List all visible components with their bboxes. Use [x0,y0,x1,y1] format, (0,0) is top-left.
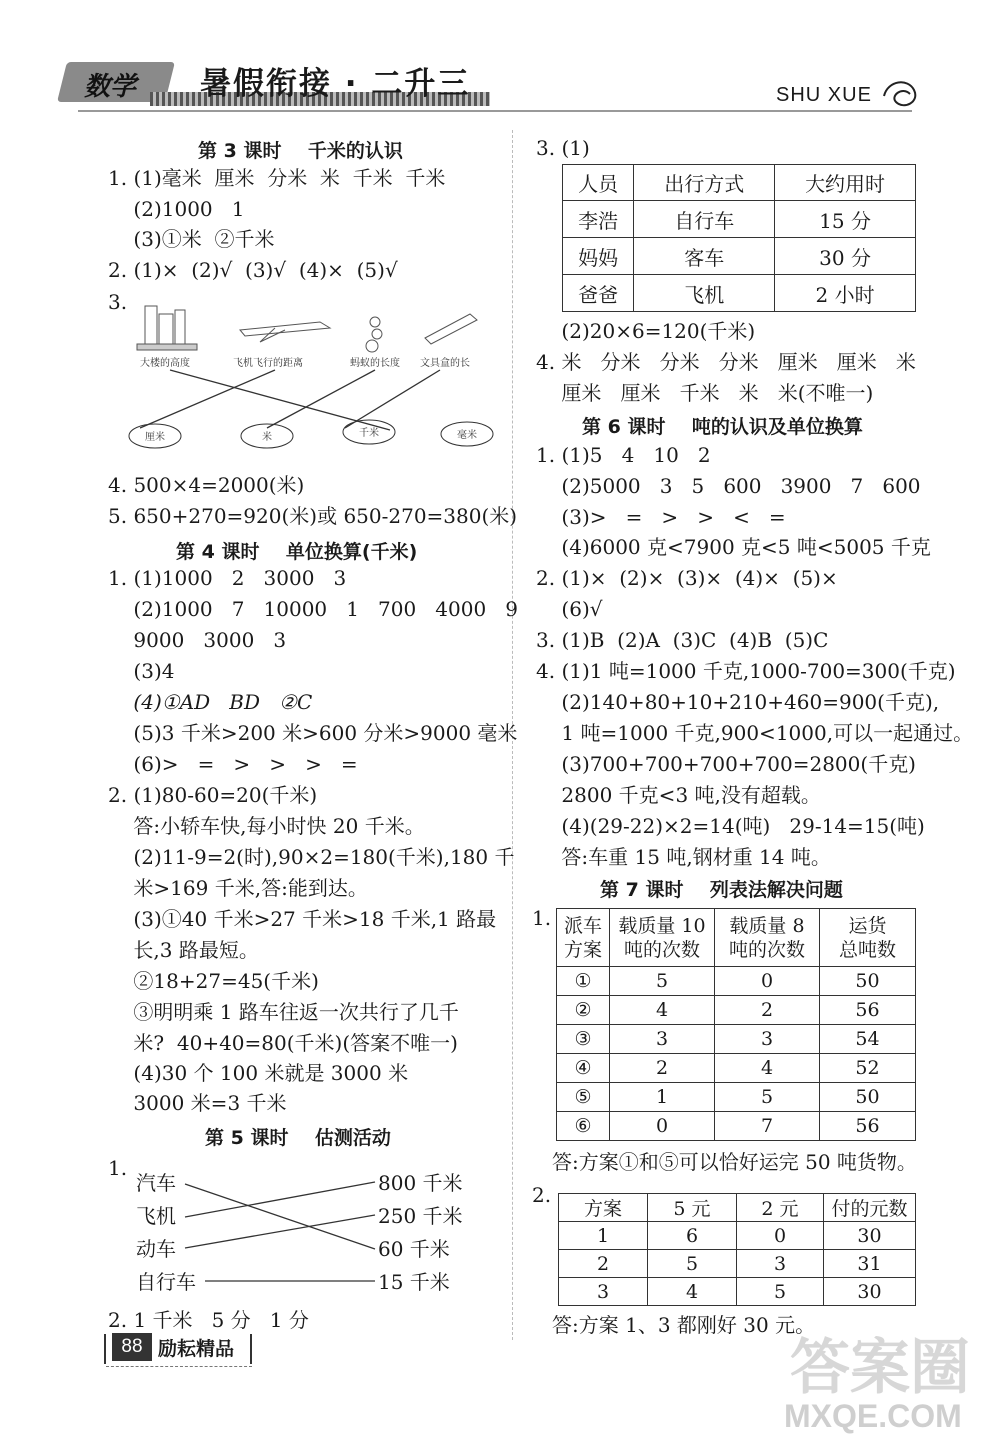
table-cell: 0 [610,1112,715,1141]
answer-line: (2)5000 3 5 600 3900 7 600 [536,474,921,498]
table-cell: 飞机 [634,275,775,312]
table-cell: 56 [820,1112,916,1141]
swirl-icon [880,76,924,110]
lesson-5-title: 第 5 课时 估测活动 [205,1127,391,1149]
table-cell: 4 [715,1054,820,1083]
table-header-cell: 派车 方案 [557,909,610,967]
answer-line: 答:小轿车快,每小时快 20 千米。 [108,814,425,838]
truck-plan-table [556,908,916,1141]
table-cell: 李浩 [563,201,634,238]
answer-line: (6)> = > > > = [108,752,358,776]
answer-line: (4)6000 克<7900 克<5 吨<5005 千克 [536,535,931,559]
answer-line: 1. (1)毫米 厘米 分米 米 千米 千米 [108,166,446,190]
table-cell: ③ [557,1025,610,1054]
table-cell: 2 [610,1054,715,1083]
picture-label: 大楼的高度 [140,358,190,369]
table-header-cell: 大约用时 [775,165,916,201]
page-title: 暑假衔接 · 二升三 [200,66,471,102]
footer-rule [106,1366,252,1367]
table-cell: 爸爸 [563,275,634,312]
header-rule [78,110,912,112]
answer-line: 米>169 千米,答:能到达。 [108,876,368,900]
subject-english: SHU XUE [776,84,872,106]
table-header-cell: 出行方式 [634,165,775,201]
watermark-url: MXQE.COM [784,1398,962,1434]
table-cell: 妈妈 [563,238,634,275]
answer-line: (4)(29-22)×2=14(吨) 29-14=15(吨) [536,814,925,838]
match-line [185,1182,375,1217]
answer-line: 米? 40+40=80(千米)(答案不唯一) [108,1031,458,1055]
table-cell: 0 [737,1222,824,1250]
footer-bar [250,1334,252,1364]
unit-label: 米 [262,432,272,443]
table-cell: 0 [715,967,820,996]
table-cell: 3 [610,1025,715,1054]
answer-line: 答:方案 1、3 都刚好 30 元。 [552,1313,816,1337]
table-cell: 5 [610,967,715,996]
answer-line: (2)1000 1 [108,197,245,221]
table-cell: 52 [820,1054,916,1083]
unit-label: 厘米 [145,432,165,443]
table-cell: 5 [648,1250,737,1278]
table-cell: 2 小时 [775,275,916,312]
answer-line: (2)1000 7 10000 1 700 4000 9 [108,597,518,621]
match-line [185,1184,375,1249]
answer-line: 2. (1)× (2)√ (3)√ (4)× (5)√ [108,258,398,282]
subject-label: 数学 [84,72,137,102]
answer-line: (2)11-9=2(时),90×2=180(千米),180 千 [108,845,515,869]
table-cell: 2 [715,996,820,1025]
ant-icon [366,317,382,352]
unit-label: 千米 [359,428,379,439]
table-cell: 7 [715,1112,820,1141]
picture-label: 蚂蚁的长度 [350,358,400,369]
answer-line: (3)①40 千米>27 千米>18 千米,1 路最 [108,907,497,931]
answer-line: (5)3 千米>200 米>600 分米>9000 毫米 [108,721,518,745]
distance-label: 800 千米 [378,1171,463,1195]
estimate-match-lines [180,1170,380,1290]
table-cell: 5 [737,1278,824,1306]
answer-line: (4)①AD BD ②C [108,690,313,714]
picture-label: 文具盒的长 [420,358,470,369]
answer-line: 2. (1)× (2)× (3)× (4)× (5)× [536,566,838,590]
answer-line: 4. (1)1 吨=1000 千克,1000-700=300(千克) [536,659,956,683]
answer-line: 1. (1)1000 2 3000 3 [108,566,347,590]
answer-line: 2. 1 千米 5 分 1 分 [108,1308,309,1332]
answer-line: 5. 650+270=920(米)或 650-270=380(米) [108,504,518,528]
question-number: 3. (1) [536,136,590,160]
answer-line: ③明明乘 1 路车往返一次共行了几千 [108,1000,459,1024]
answer-line: (3)> = > > < = [536,505,786,529]
table-cell: ④ [557,1054,610,1083]
unit-label: 毫米 [457,430,477,441]
answer-line: 3. [108,290,128,314]
answer-line: (2)140+80+10+210+460=900(千克), [536,690,940,714]
question-number: 1. [532,906,552,930]
table-header-cell: 载质量 10 吨的次数 [610,909,715,967]
table-cell: 自行车 [634,201,775,238]
answer-line: 答:车重 15 吨,钢材重 14 吨。 [536,845,831,869]
table-header-cell: 方案 [559,1194,648,1222]
vehicle-label: 自行车 [136,1270,196,1294]
answer-line: 长,3 路最短。 [108,938,259,962]
distance-label: 60 千米 [378,1237,450,1261]
table-cell: ⑥ [557,1112,610,1141]
watermark-logo: 答案圈 [790,1333,970,1403]
brand-label: 励耘精品 [158,1338,235,1360]
table-cell: 1 [610,1083,715,1112]
table-cell: 54 [820,1025,916,1054]
lesson-7-title: 第 7 课时 列表法解决问题 [600,879,843,901]
answer-line: 9000 3000 3 [108,628,287,652]
answer-line: 3. (1)B (2)A (3)C (4)B (5)C [536,628,829,652]
answer-line: 4. 米 分米 分米 分米 厘米 厘米 米 [536,350,916,374]
travel-table [562,164,916,312]
table-header-cell: 付的元数 [824,1194,916,1222]
lesson-3-title: 第 3 课时 千米的认识 [198,140,403,162]
table-cell: 3 [737,1250,824,1278]
page-number: 88 [112,1333,152,1361]
answer-line: (2)20×6=120(千米) [536,319,756,343]
match-line [185,1215,375,1248]
answer-line: 答:方案①和⑤可以恰好运完 50 吨货物。 [552,1150,917,1174]
answer-line: (4)30 个 100 米就是 3000 米 [108,1061,409,1085]
table-cell: 56 [820,996,916,1025]
pencil-case-icon [425,314,477,344]
vehicle-label: 飞机 [136,1204,176,1228]
table-cell: 6 [648,1222,737,1250]
lesson-6-title: 第 6 课时 吨的认识及单位换算 [582,416,863,438]
table-cell: 31 [824,1250,916,1278]
table-cell: 4 [610,996,715,1025]
table-cell: 2 [559,1250,648,1278]
footer-bar [104,1334,106,1364]
table-cell: 30 [824,1222,916,1250]
table-cell: 30 分 [775,238,916,275]
airplane-icon [240,322,330,342]
distance-label: 250 千米 [378,1204,463,1228]
table-header-cell: 2 元 [737,1194,824,1222]
question-number: 2. [532,1183,552,1207]
table-cell: 3 [559,1278,648,1306]
vehicle-label: 汽车 [136,1171,176,1195]
table-cell: 1 [559,1222,648,1250]
table-cell: 50 [820,1083,916,1112]
building-icon [137,306,197,350]
table-cell: 5 [715,1083,820,1112]
distance-label: 15 千米 [378,1270,450,1294]
table-header-cell: 5 元 [648,1194,737,1222]
lesson-4-title: 第 4 课时 单位换算(千米) [176,541,418,563]
answer-line: (3)①米 ②千米 [108,227,275,251]
matching-diagram [125,300,500,460]
answer-line: 4. 500×4=2000(米) [108,473,305,497]
answer-line: (3)4 [108,659,175,683]
payment-table [558,1193,916,1306]
table-cell: 客车 [634,238,775,275]
table-cell: ① [557,967,610,996]
answer-line: 3000 米=3 千米 [108,1091,287,1115]
table-header-cell: 人员 [563,165,634,201]
table-cell: 4 [648,1278,737,1306]
answer-line: 厘米 厘米 千米 米 米(不唯一) [536,381,874,405]
answer-line: ②18+27=45(千米) [108,969,319,993]
table-header-cell: 载质量 8 吨的次数 [715,909,820,967]
table-cell: 50 [820,967,916,996]
table-cell: 30 [824,1278,916,1306]
picture-label: 飞机飞行的距离 [233,358,303,369]
table-cell: 15 分 [775,201,916,238]
table-header-cell: 运货 总吨数 [820,909,916,967]
match-line [140,370,275,428]
answer-line: (3)700+700+700+700=2800(千克) [536,752,916,776]
table-cell: ⑤ [557,1083,610,1112]
vehicle-label: 动车 [136,1237,176,1261]
answer-line: 1. (1)5 4 10 2 [536,443,711,467]
answer-line: 1 吨=1000 千克,900<1000,可以一起通过。 [536,721,974,745]
answer-line: 2. (1)80-60=20(千米) [108,783,318,807]
answer-line: 2800 千克<3 吨,没有超载。 [536,783,821,807]
answer-line: (6)√ [536,597,603,621]
table-cell: ② [557,996,610,1025]
question-number: 1. [108,1156,128,1180]
table-cell: 3 [715,1025,820,1054]
